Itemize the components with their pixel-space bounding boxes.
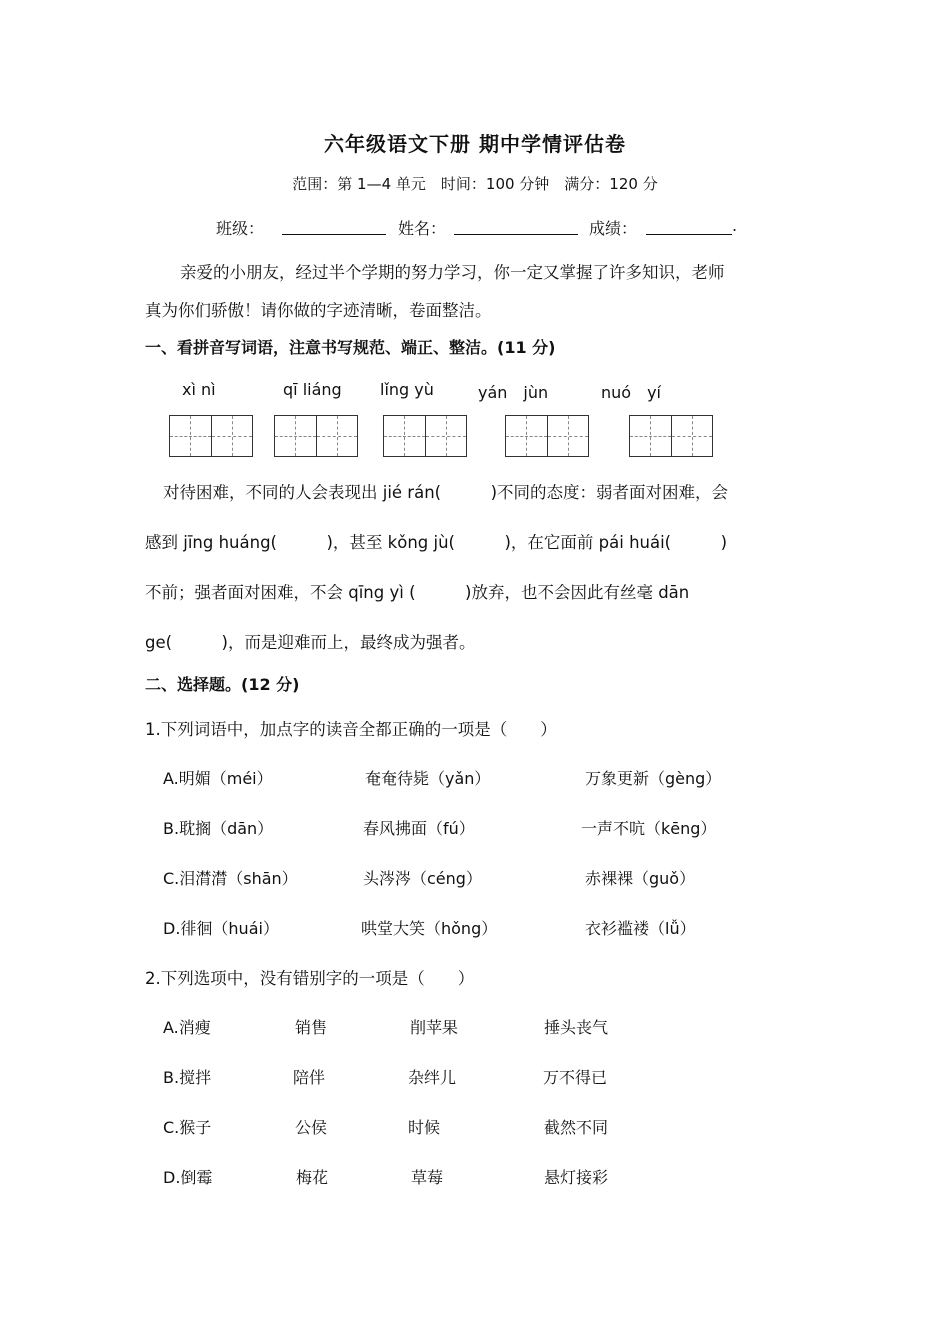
q1-option-c-1[interactable]: C.泪潸潸（shān） [163, 869, 298, 888]
end-mark: . [732, 216, 738, 235]
q2-option-c-1[interactable]: C.猴子 [163, 1118, 212, 1137]
writing-grid-5[interactable] [629, 415, 713, 457]
pinyin-3: lǐng yù [380, 380, 434, 399]
section-1-heading: 一、看拼音写词语，注意书写规范、端正、整洁。(11 分) [145, 338, 556, 357]
q2-option-a-4: 捶头丧气 [544, 1018, 609, 1037]
q2-option-d-4: 悬灯接彩 [544, 1168, 609, 1187]
q2-option-d-3: 草莓 [411, 1168, 444, 1187]
name-label: 姓名： [398, 219, 447, 238]
class-label: 班级： [216, 219, 265, 238]
q1-option-b-1[interactable]: B.耽搁（dān） [163, 819, 274, 838]
score-label: 成绩： [589, 219, 638, 238]
q1-option-a-3: 万象更新（gèng） [585, 769, 722, 788]
fill-line-4: ge( )，而是迎难而上，最终成为强者。 [145, 633, 476, 652]
q2-option-a-3: 削苹果 [410, 1018, 459, 1037]
page-title: 六年级语文下册 期中学情评估卷 [324, 132, 626, 156]
q2-option-d-1[interactable]: D.倒霉 [163, 1168, 213, 1187]
pinyin-1: xì nì [182, 380, 216, 399]
class-field[interactable] [282, 216, 386, 235]
intro-line-2: 真为你们骄傲！请你做的字迹清晰，卷面整洁。 [145, 301, 492, 320]
q2-option-c-3: 时候 [408, 1118, 441, 1137]
score-field[interactable] [646, 216, 732, 235]
q1-option-c-2: 头涔涔（céng） [363, 869, 482, 888]
q1-option-b-2: 春风拂面（fú） [363, 819, 475, 838]
pinyin-4: yán jùn [478, 383, 549, 402]
q2-option-c-2: 公侯 [295, 1118, 328, 1137]
writing-grid-4[interactable] [505, 415, 589, 457]
q1-option-c-3: 赤裸裸（guǒ） [585, 869, 696, 888]
q2-option-a-1[interactable]: A.消瘦 [163, 1018, 211, 1037]
fill-line-1: 对待困难，不同的人会表现出 jié rán( )不同的态度：弱者面对困难，会 [163, 483, 729, 502]
pinyin-5: nuó yí [601, 383, 661, 402]
writing-grid-1[interactable] [169, 415, 253, 457]
section-2-heading: 二、选择题。(12 分) [145, 675, 300, 694]
intro-line-1: 亲爱的小朋友，经过半个学期的努力学习，你一定又掌握了许多知识，老师 [180, 263, 725, 282]
q2-option-b-3: 杂绊儿 [408, 1068, 457, 1087]
fill-line-2: 感到 jīng huáng( )，甚至 kǒng jù( )，在它面前 pái huái( ) [145, 533, 728, 552]
q2-option-c-4: 截然不同 [544, 1118, 609, 1137]
q1-option-a-1[interactable]: A.明媚（méi） [163, 769, 273, 788]
exam-scope: 范围：第 1—4 单元 时间：100 分钟 满分：120 分 [292, 175, 658, 193]
question-2-stem: 2.下列选项中，没有错别字的一项是（ ） [145, 969, 475, 988]
q1-option-d-2: 哄堂大笑（hǒng） [361, 919, 498, 938]
q2-option-a-2: 销售 [295, 1018, 328, 1037]
q2-option-b-1[interactable]: B.搅拌 [163, 1068, 212, 1087]
name-field[interactable] [454, 216, 578, 235]
pinyin-2: qī liáng [283, 380, 342, 399]
q1-option-a-2: 奄奄待毙（yǎn） [365, 769, 491, 788]
q2-option-d-2: 梅花 [296, 1168, 329, 1187]
fill-line-3: 不前；强者面对困难，不会 qīng yì ( )放弃，也不会因此有丝毫 dān [145, 583, 690, 602]
q2-option-b-4: 万不得已 [543, 1068, 608, 1087]
writing-grid-2[interactable] [274, 415, 358, 457]
q2-option-b-2: 陪伴 [293, 1068, 326, 1087]
writing-grid-3[interactable] [383, 415, 467, 457]
q1-option-b-3: 一声不吭（kēng） [581, 819, 717, 838]
question-1-stem: 1.下列词语中，加点字的读音全都正确的一项是（ ） [145, 720, 557, 739]
q1-option-d-3: 衣衫褴褛（lǚ） [585, 919, 696, 938]
q1-option-d-1[interactable]: D.徘徊（huái） [163, 919, 279, 938]
